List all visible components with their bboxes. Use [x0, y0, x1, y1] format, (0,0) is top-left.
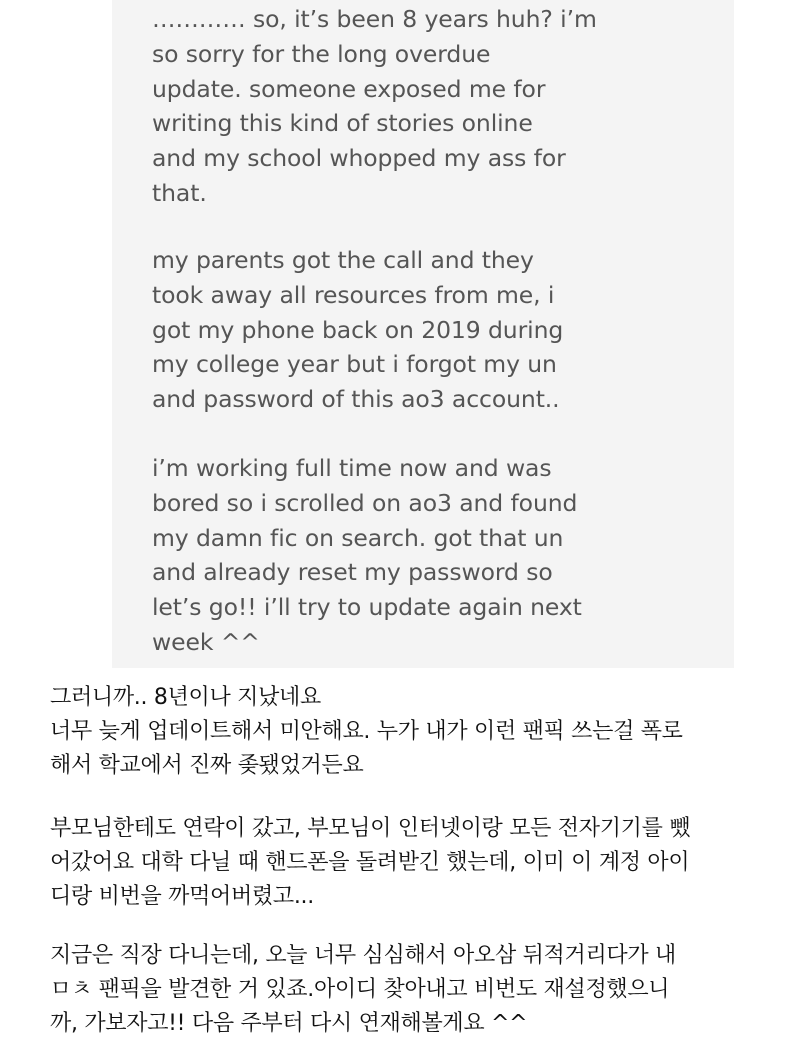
- translation-paragraph-3: 지금은 직장 다니는데, 오늘 너무 심심해서 아오삼 뒤적거리다가 내 ㅁㅊ 팬픽을 발견한 거 있죠.아이디 찾아내고 비번도 재설정했으니 까, 가보자고!! 다음 주부터 다시 연재해볼게요 ^^: [50, 943, 676, 1036]
- translation-paragraph-1: 그러니까.. 8년이나 지났네요 너무 늦게 업데이트해서 미안해요. 누가 내가 이런 팬픽 쓰는걸 폭로 해서 학교에서 진짜 좆됐었거든요: [50, 685, 683, 778]
- author-note-screenshot: [112, 0, 734, 668]
- author-note-paragraph-2: my parents got the call and they took away all resources from me, i got my phone back on 2019 during my college year but i forgot my un and password of this ao3 account..: [152, 246, 564, 414]
- translation-paragraph-2: 부모님한테도 연락이 갔고, 부모님이 인터넷이랑 모든 전자기기를 뺐 어갔어요 대학 다닐 때 핸드폰을 돌려받긴 했는데, 이미 이 계정 아이 디랑 비번을 까먹어버렸고...: [50, 816, 691, 909]
- author-note-paragraph-3: i’m working full time now and was bored so i scrolled on ao3 and found my damn fic on search. got that un and already reset my password so let’s go!! i’ll try to update again next week ^^: [152, 454, 582, 656]
- author-note-paragraph-1: ………… so, it’s been 8 years huh? i’m so sorry for the long overdue update. someone exposed me for writing this kind of stories online and my school whopped my ass for that.: [152, 5, 597, 207]
